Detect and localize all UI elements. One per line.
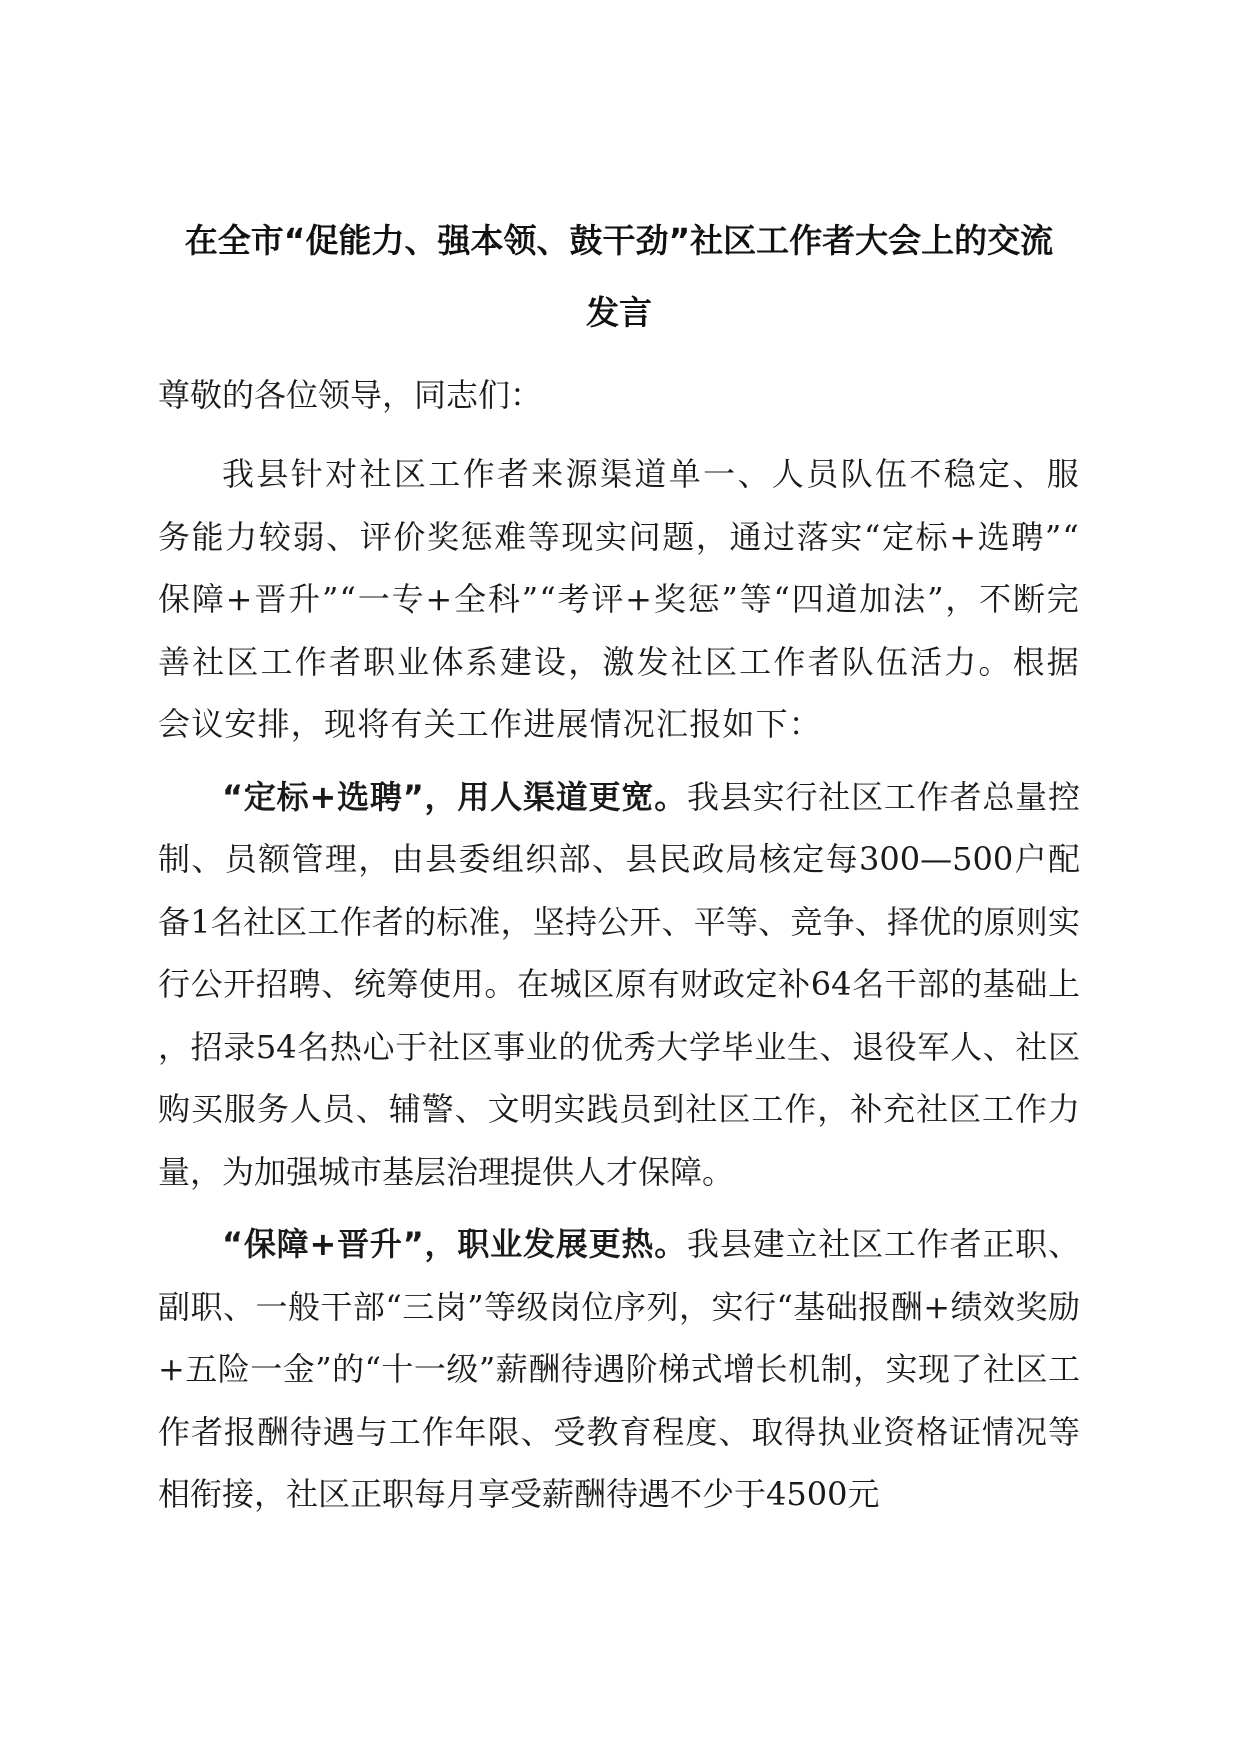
section-paragraph-promotion <box>158 1213 1080 1526</box>
title-line-2: 发言 <box>586 293 652 332</box>
paragraph-text: 我县针对社区工作者来源渠道单一、人员队伍不稳定、服务能力较弱、评价奖惩难等现实问题，通过落实“定标+选聘”“保障+晋升”“一专+全科”“考评+奖惩”等“四道加法”，不断完善社区工作者职业体系建设，激发社区工作者队伍活力。根据会议安排，现将有关工作进展情况汇报如下： <box>158 455 1080 743</box>
salutation: 尊敬的各位领导，同志们： <box>158 376 543 414</box>
section-paragraph-recruitment <box>158 766 1080 1204</box>
paragraph-text: 我县建立社区工作者正职、副职、一般干部“三岗”等级岗位序列，实行“基础报酬+绩效奖励+五险一金”的“十一级”薪酬待遇阶梯式增长机制，实现了社区工作者报酬待遇与工作年限、受教育程度、取得执业资格证情况等相衔接，社区正职每月享受薪酬待遇不少于4500元 <box>158 1225 1080 1513</box>
intro-paragraph <box>158 443 1080 756</box>
document-body <box>158 205 1080 1526</box>
section-heading: “保障+晋升”，职业发展更热。 <box>222 1225 688 1263</box>
paragraph-text: 我县实行社区工作者总量控制、员额管理，由县委组织部、县民政局核定每300—500户配备1名社区工作者的标准，坚持公开、平等、竞争、择优的原则实行公开招聘、统筹使用。在城区原有财政定补64名干部的基础上，招录54名热心于社区事业的优秀大学毕业生、退役军人、社区购买服务人员、辅警、文明实践员到社区工作，补充社区工作力量，为加强城市基层治理提供人才保障。 <box>158 777 1080 1191</box>
document-title <box>158 205 1080 349</box>
section-heading: “定标+选聘”，用人渠道更宽。 <box>222 777 688 816</box>
title-line-1: 在全市“促能力、强本领、鼓干劲”社区工作者大会上的交流 <box>184 221 1054 260</box>
